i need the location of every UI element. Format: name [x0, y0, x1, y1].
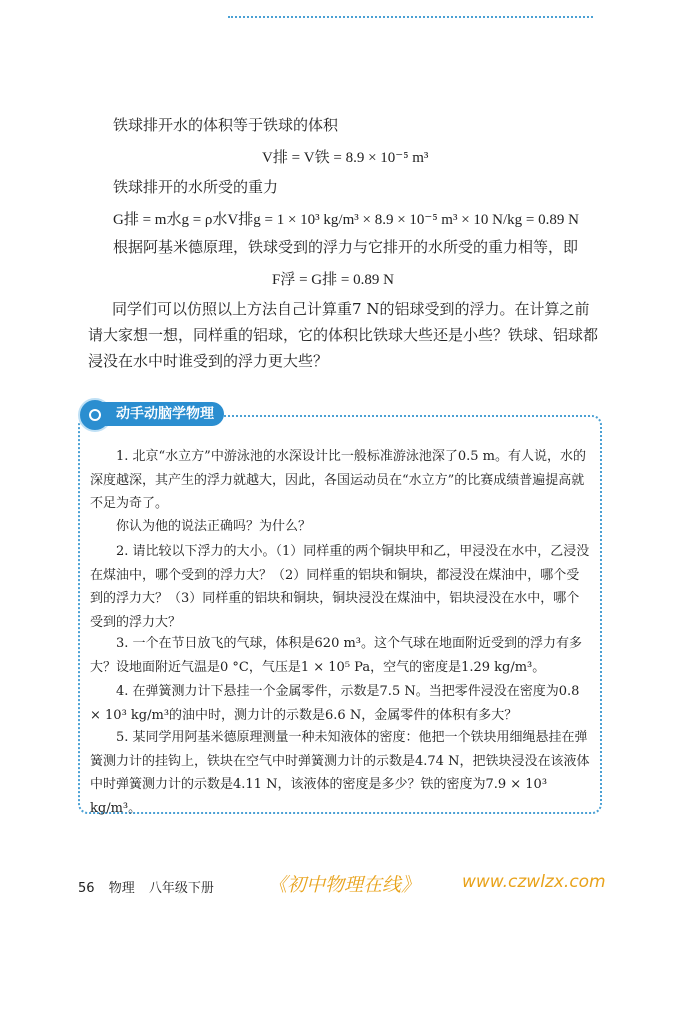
exercise-question-1-follow-up: 你认为他的说法正确吗？为什么？ [116, 519, 312, 534]
header-dotted-line [228, 16, 593, 18]
exercise-question-2: 2. 请比较以下浮力的大小。（1）同样重的两个铜块甲和乙，甲浸没在水中，乙浸没在煤油中，哪个受到的浮力大？（2）同样重的铝块和铜块，都浸没在煤油中，哪个受到的浮力大？（3）同样重的铝块和铜块，铜块浸没在煤油中，铝块浸没在水中，哪个受到的浮力大？ [90, 544, 590, 630]
page-number: 56 [78, 881, 95, 896]
page-footer [78, 877, 224, 896]
watermark-url: www.czwlzx.com [462, 872, 606, 892]
exercise-question-3: 3. 一个在节日放飞的气球，体积是620 m³。这个气球在地面附近受到的浮力有多大？设地面附近气温是0 °C，气压是1 × 10⁵ Pa，空气的密度是1.29 kg/m³。 [90, 636, 583, 675]
equation-gravity: G排 = m水g = ρ水V排g = 1 × 10³ kg/m³ × 8.9 × 10⁻⁵ m³ × 10 N/kg = 0.89 N [113, 212, 579, 228]
watermark-text: 《初中物理在线》 [268, 874, 421, 896]
text-line-3: 根据阿基米德原理，铁球受到的浮力与它排开的水所受的重力相等，即 [113, 238, 579, 256]
paragraph-aluminium-ball: 同学们可以仿照以上方法自己计算重7 N的铝球受到的浮力。在计算之前请大家想一想，同样重的铝球，它的体积比铁球大些还是小些？铁球、铝球都浸没在水中时谁受到的浮力更大些？ [88, 300, 599, 370]
exercise-title: 动手动脑学物理 [102, 402, 224, 426]
text-line-1: 铁球排开水的体积等于铁球的体积 [113, 116, 339, 134]
equation-volume: V排 = V铁 = 8.9 × 10⁻⁵ m³ [262, 150, 429, 166]
exercise-question-4: 4. 在弹簧测力计下悬挂一个金属零件，示数是7.5 N。当把零件浸没在密度为0.8 × 10³ kg/m³的油中时，测力计的示数是6.6 N，金属零件的体积有多大？ [90, 684, 580, 723]
footer-book: 八年级下册 [148, 881, 214, 896]
exercise-question-1: 1. 北京“水立方”中游泳池的水深设计比一般标准游泳池深了0.5 m。有人说，水的深度越深，其产生的浮力就越大，因此，各国运动员在“水立方”的比赛成绩普遍提高就不足为奇了。 [90, 449, 586, 511]
equation-buoyancy: F浮 = G排 = 0.89 N [272, 272, 394, 288]
exercise-question-5: 5. 某同学用阿基米德原理测量一种未知液体的密度：他把一个铁块用细绳悬挂在弹簧测力计的挂钩上，铁块在空气中时弹簧测力计的示数是4.74 N，把铁块浸没在该液体中时弹簧测力计的示数是4.11 N，该液体的密度是多少？铁的密度为7.9 × 10³ kg/m³。 [90, 730, 590, 816]
footer-subject: 物理 [108, 881, 135, 896]
text-line-2: 铁球排开的水所受的重力 [113, 178, 279, 196]
